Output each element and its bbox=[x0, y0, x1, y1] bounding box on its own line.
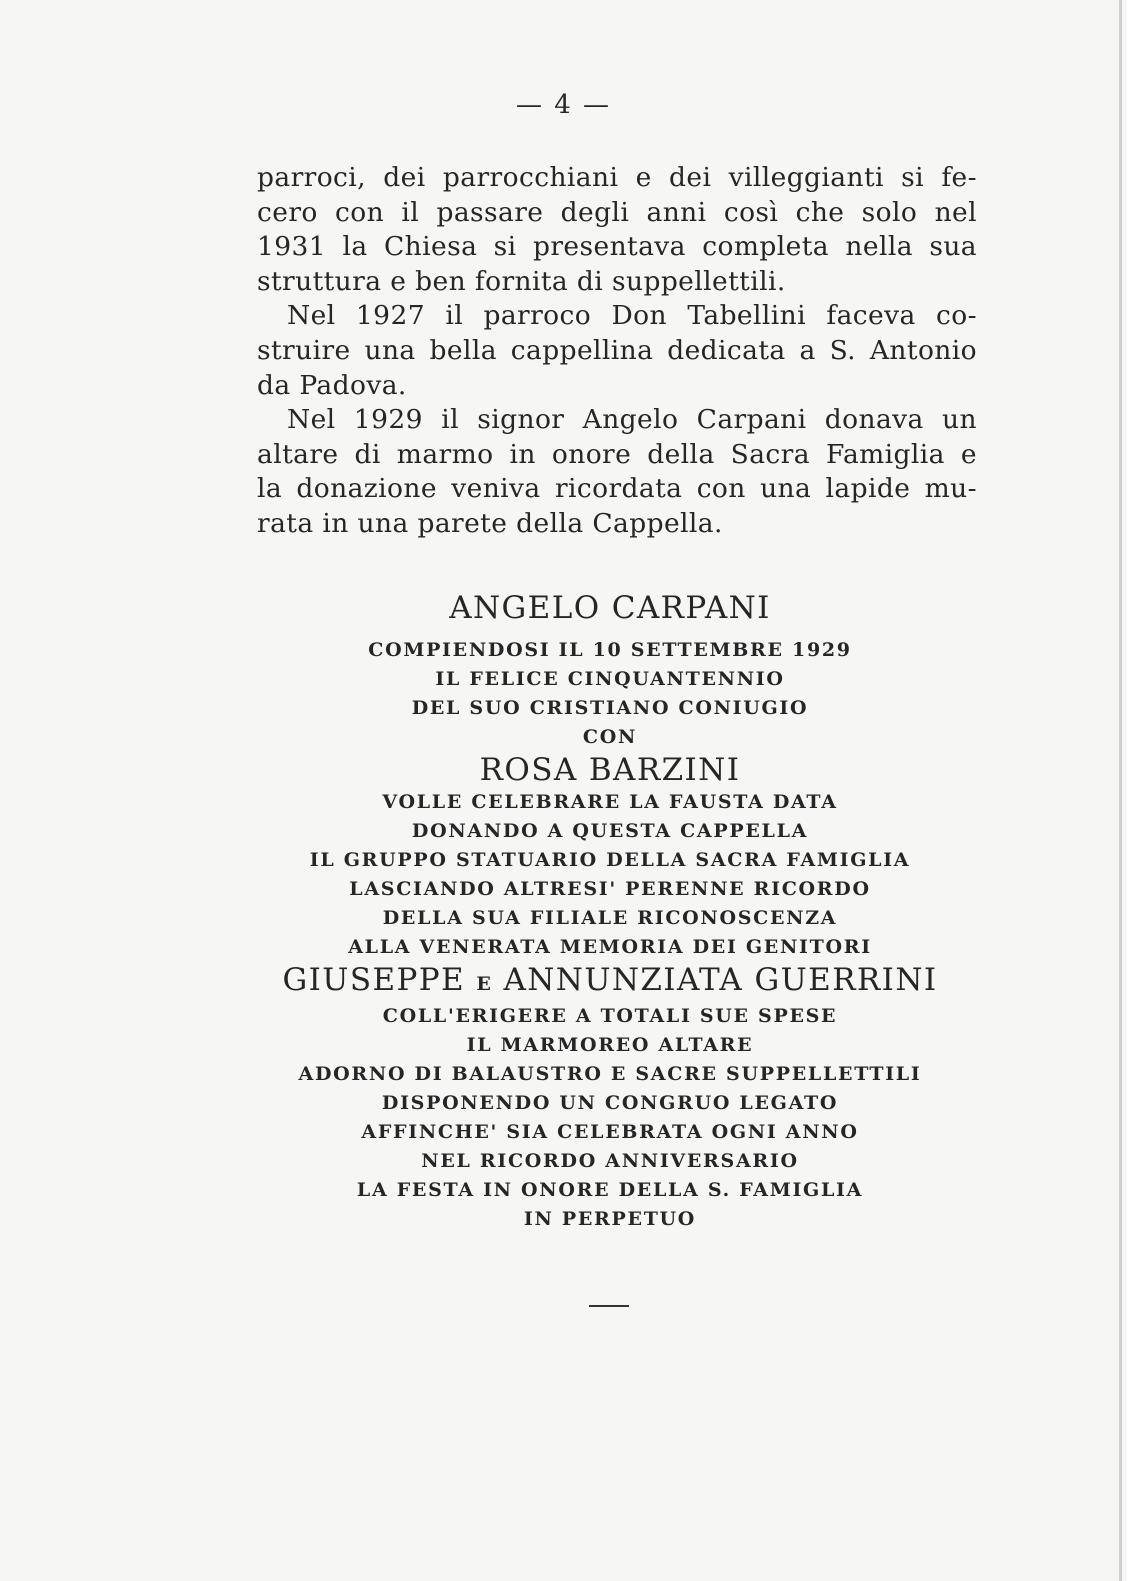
inscription-line: IL GRUPPO STATUARIO DELLA SACRA FAMIGLIA bbox=[309, 849, 911, 871]
inscription-line: LASCIANDO ALTRESI' PERENNE RICORDO bbox=[349, 878, 871, 900]
inscription-line: DISPONENDO UN CONGRUO LEGATO bbox=[381, 1092, 839, 1114]
inscription-line: COLL'ERIGERE A TOTALI SUE SPESE bbox=[382, 1005, 838, 1027]
parents-name-first: GIUSEPPE bbox=[282, 962, 466, 998]
page-number: — 4 — bbox=[515, 90, 612, 120]
body-line: cero con il passare degli anni così che solo nel bbox=[257, 196, 977, 228]
parents-name-second: ANNUNZIATA GUERRINI bbox=[503, 962, 938, 998]
closing-rule bbox=[589, 1305, 629, 1307]
donor-name: ANGELO CARPANI bbox=[449, 590, 771, 626]
inscription-line: AFFINCHE' SIA CELEBRATA OGNI ANNO bbox=[361, 1121, 859, 1143]
inscription-line: NEL RICORDO ANNIVERSARIO bbox=[421, 1150, 799, 1172]
body-line: rata in una parete della Cappella. bbox=[257, 507, 723, 539]
memorial-inscription bbox=[0, 590, 1136, 1234]
inscription-line: ADORNO DI BALAUSTRO E SACRE SUPPELLETTILI bbox=[298, 1063, 922, 1085]
body-line: da Padova. bbox=[257, 369, 407, 401]
body-line: 1931 la Chiesa si presentava completa nella sua bbox=[257, 231, 977, 263]
body-line: la donazione veniva ricordata con una lapide mu- bbox=[257, 473, 977, 505]
spouse-name: ROSA BARZINI bbox=[479, 752, 741, 788]
inscription-line: DELLA SUA FILIALE RICONOSCENZA bbox=[382, 907, 838, 929]
body-line: altare di marmo in onore della Sacra Famiglia e bbox=[257, 438, 977, 470]
inscription-line: ALLA VENERATA MEMORIA DEI GENITORI bbox=[348, 936, 872, 958]
inscription-line: DEL SUO CRISTIANO CONIUGIO bbox=[411, 697, 809, 719]
inscription-line: IL FELICE CINQUANTENNIO bbox=[435, 668, 785, 690]
inscription-line: VOLLE CELEBRARE LA FAUSTA DATA bbox=[382, 791, 838, 813]
body-line: struire una bella cappellina dedicata a S. Antonio bbox=[257, 334, 977, 366]
inscription-line: IN PERPETUO bbox=[523, 1208, 697, 1230]
body-line: Nel 1927 il parroco Don Tabellini faceva co- bbox=[287, 300, 977, 332]
body-paragraphs bbox=[257, 161, 977, 542]
inscription-line: CON bbox=[582, 726, 638, 748]
body-line: struttura e ben fornita di suppellettili. bbox=[257, 265, 786, 297]
parents-name-conjunction: E bbox=[476, 973, 493, 995]
body-line: Nel 1929 il signor Angelo Carpani donava un bbox=[287, 404, 977, 436]
inscription-line: IL MARMOREO ALTARE bbox=[466, 1034, 754, 1056]
inscription-line: DONANDO A QUESTA CAPPELLA bbox=[411, 820, 809, 842]
inscription-line: LA FESTA IN ONORE DELLA S. FAMIGLIA bbox=[356, 1179, 864, 1201]
parents-name bbox=[0, 962, 1136, 1002]
body-line: parroci, dei parrocchiani e dei villeggianti si fe- bbox=[257, 162, 977, 193]
inscription-line: COMPIENDOSI IL 10 SETTEMBRE 1929 bbox=[368, 639, 852, 661]
